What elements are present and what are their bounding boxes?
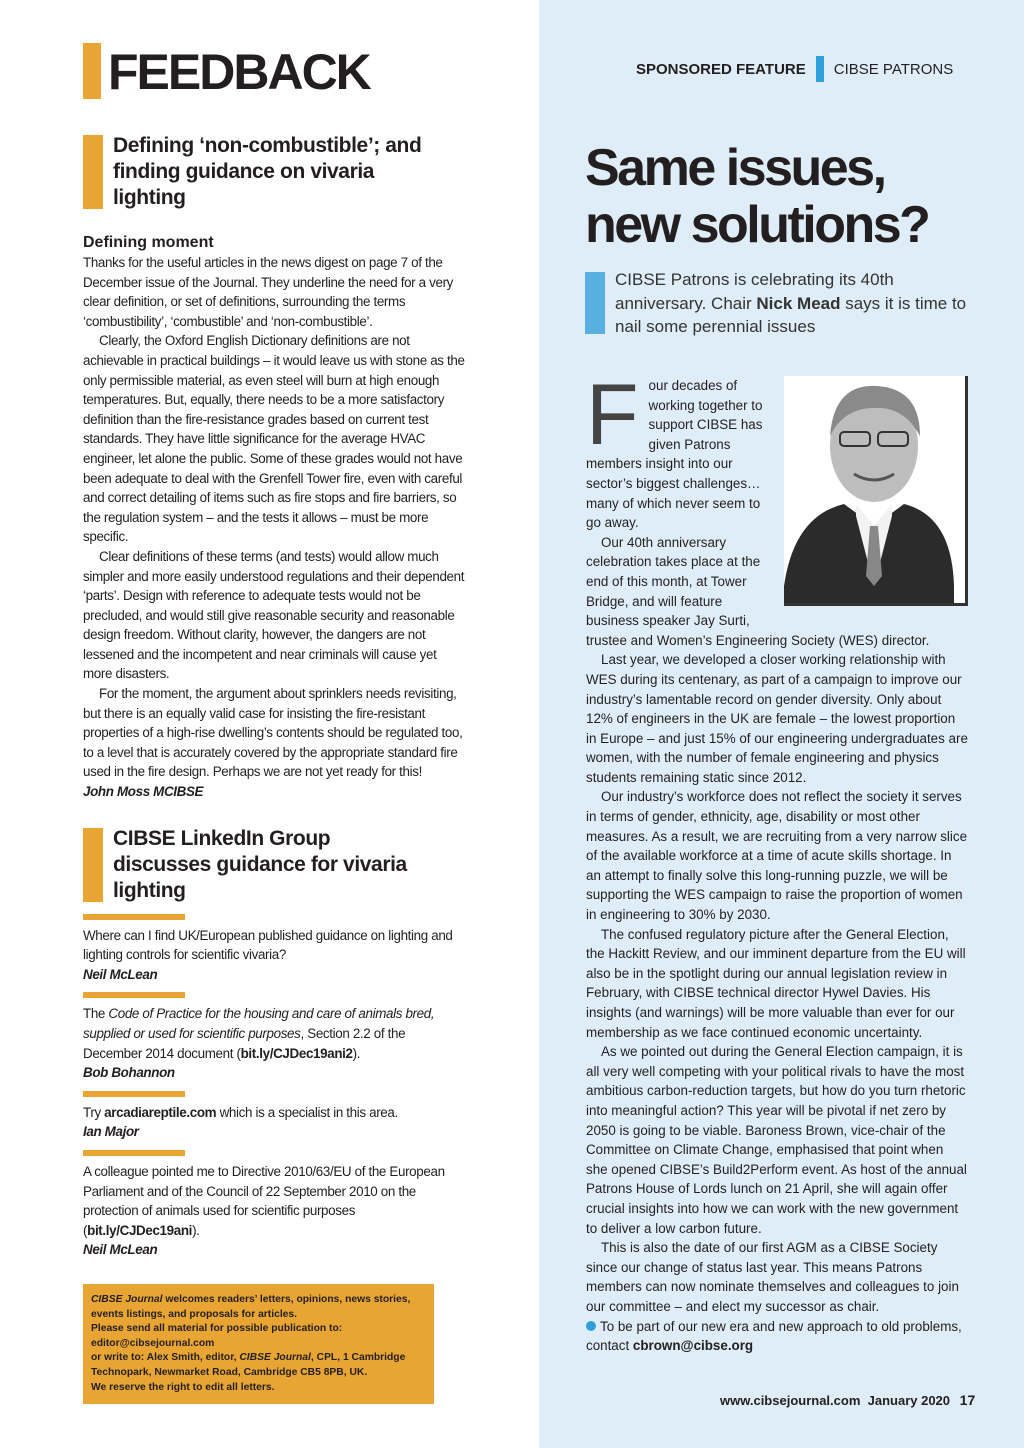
drop-cap: F [586, 367, 639, 463]
text: The [83, 1006, 109, 1022]
kicker-divider [816, 56, 824, 82]
article-paragraph: Our industry’s workforce does not reflect the society it serves in terms of gender, ethnicity, age, disability or most other measures. As a result, we are recruiting from a very narrow slice of the available workforce at a time of acute skills shortage. In an attempt to finally solve this long-running puzzle, we will be supporting the WES campaign to raise the proportion of women in engineering to 30% by 2030. [586, 789, 968, 923]
portrait-image [784, 376, 965, 603]
section-marker [83, 43, 101, 99]
letter-paragraph: Thanks for the useful articles in the news digest on page 7 of the December issue of the Journal. They underline the need for a very clear definition, or set of definitions, surrounding the terms ‘combustibility’, ‘combustible’ and ‘non-combustible’. [83, 255, 454, 329]
footer-url[interactable]: www.cibsejournal.com [720, 1393, 861, 1408]
journal-name: CIBSE Journal [91, 1293, 163, 1305]
text: which is a specialist in this area. [216, 1104, 398, 1120]
article-paragraph: As we pointed out during the General Election campaign, it is all very well competing with your political rivals to have the most ambitious carbon-reduction targets, but how do you turn rhetoric into meaningful action? This year will be pivotal if net zero by 2050 is going to be viable. Baroness Brown, vice-chair of the Committee on Climate Change, emphasised that point when she opened CIBSE’s Build2Perform event. As host of the annual Patrons House of Lords lunch on 21 April, she will again offer crucial insights into how we can work with the new government to deliver a low carbon future. [586, 1044, 967, 1236]
standfirst [585, 268, 970, 339]
bullet-icon [586, 1321, 596, 1331]
post-text [83, 1162, 465, 1240]
kicker-category: CIBSE PATRONS [833, 60, 954, 78]
text: , CPL, 1 Cambridge Technopark, Newmarket Road, Cambridge CB5 8PB, UK. [91, 1352, 406, 1378]
text: We reserve the right to edit all letters. [91, 1381, 275, 1393]
submission-info-box [83, 1284, 434, 1404]
article-headline [585, 140, 928, 254]
letter-subhead: Defining moment [83, 234, 214, 251]
text: To be part of our new era and new approach to old problems, contact [586, 1318, 962, 1354]
divider [83, 992, 185, 998]
link[interactable]: arcadiareptile.com [104, 1104, 217, 1120]
linkedin-heading: CIBSE LinkedIn Group discusses guidance for vivaria lighting [83, 826, 423, 904]
email-link[interactable]: editor@cibsejournal.com [91, 1337, 215, 1349]
feedback-column [83, 133, 465, 1404]
text: , Section 2.2 of the December 2014 document ( [83, 1026, 406, 1061]
call-to-action [586, 1317, 968, 1356]
post-signature: Bob Bohannon [83, 1065, 175, 1081]
letter-paragraph: Clear definitions of these terms (and tests) would allow much simpler and more easily understood regulations and their dependent ‘parts’. Design with reference to adequate tests would not be precluded, and would still give reasonable security and reasonable design freedom. Without clarity, however, the dangers are not lessened and the incompetent and near criminals will cause yet more disasters. [83, 548, 465, 682]
text: CIBSE Patrons is celebrating its 40th anniversary. Chair [615, 270, 894, 313]
publication-title: Code of Practice for the housing and care of animals bred, supplied or used for scientific purposes [83, 1006, 435, 1041]
letter-signature: John Moss MCIBSE [83, 784, 204, 800]
article-body [586, 367, 968, 1356]
page-number: 17 [959, 1392, 976, 1408]
divider [83, 1091, 185, 1097]
divider [83, 1150, 185, 1156]
post-signature: Neil McLean [83, 1242, 158, 1258]
post-signature: Ian Major [83, 1124, 139, 1140]
letter-body [83, 253, 465, 802]
kicker [636, 56, 953, 82]
text: welcomes readers’ letters, opinions, news stories, events listings, and proposals for articles. [91, 1293, 411, 1320]
author-photo [784, 376, 968, 606]
text: or write to: Alex Smith, editor, [91, 1352, 240, 1364]
footer-date: January 2020 [867, 1393, 951, 1408]
text: ). [192, 1222, 200, 1238]
letter-paragraph: Clearly, the Oxford English Dictionary definitions are not achievable in practical buildings – it would leave us with stone as the only permissible material, as even steel will burn at high enough temperatures. But, equally, there needs to be a more satisfactory definition than the fire-resistance grades based on current test standards. They have little significance for the average HVAC engineer, let alone the public. Some of these grades would not have been adequate to deal with the Grenfell Tower fire, even with careful and correct detailing of items such as fire stops and fire barriers, so the regulation system – and the tests it allows – must be more specific. [83, 333, 465, 545]
post-text: Where can I find UK/European published guidance on lighting and lighting controls for scientific vivaria? [83, 927, 453, 963]
letter-paragraph: For the moment, the argument about sprinklers needs revisiting, but there is an equally valid case for insisting the fire-resistant properties of a high-rise dwelling’s contents should be regulated too, to a level that is accurately covered by the appropriate standard fire used in the fire design. Perhaps we are not yet ready for this! [83, 686, 463, 780]
linkedin-posts [83, 914, 465, 1260]
text: A colleague pointed me to Directive 2010/63/EU of the European Parliament and of the Council of 22 September 2010 on the protection of animals used for scientific purposes ( [83, 1163, 445, 1238]
article-paragraph: Last year, we developed a closer working relationship with WES during its centenary, as part of a campaign to improve our industry’s lamentable record on gender diversity. Only about 12% of engineers in the UK are female – the lowest proportion in Europe – and just 15% of our engineering undergraduates are women, with the number of female engineering and physics students remaining static since 2012. [586, 652, 968, 785]
text: says it is time to nail some perennial issues [615, 293, 967, 336]
link[interactable]: bit.ly/CJDec19ani [87, 1222, 193, 1238]
headline-line: new solutions? [585, 196, 929, 254]
headline-line: Same issues, [585, 139, 885, 197]
text: our decades of working together to support CIBSE has given Patrons members insight into our sector’s biggest challenges… many of which never seem to go away. [586, 378, 763, 531]
section-title: FEEDBACK [108, 44, 370, 100]
text: Try [83, 1104, 105, 1120]
post-text [83, 1103, 465, 1123]
link[interactable]: bit.ly/CJDec19ani2 [240, 1045, 353, 1061]
email-link[interactable]: cbrown@cibse.org [632, 1338, 754, 1354]
author-name: Nick Mead [756, 293, 841, 313]
journal-name: CIBSE Journal [239, 1352, 311, 1364]
article-paragraph: Our 40th anniversary celebration takes place at the end of this month, at Tower Bridge, and will feature business speaker Jay Surti, trustee and Women’s Engineering Society (WES) director. [586, 534, 930, 648]
post-signature: Neil McLean [83, 966, 158, 982]
article-paragraph: This is also the date of our first AGM as a CIBSE Society since our change of status last year. This means Patrons members can now nominate themselves and colleagues to join our committee – and elect my successor as chair. [586, 1240, 959, 1314]
kicker-label: SPONSORED FEATURE [636, 60, 806, 78]
divider [83, 914, 185, 920]
article-paragraph: The confused regulatory picture after the General Election, the Hackitt Review, and our imminent departure from the EU will also be in the spotlight during our annual legislation review in February, with CIBSE technical director Hywel Davies. His insights (and warnings) will be more valuable than ever for our membership as we face continued economic uncertainty. [586, 926, 966, 1040]
post-text [83, 1004, 465, 1063]
letter-heading: Defining ‘non-combustible’; and finding guidance on vivaria lighting [83, 133, 423, 211]
text: Please send all material for possible publication to: [91, 1323, 343, 1335]
page-footer [720, 1392, 975, 1408]
text: ). [352, 1045, 361, 1061]
